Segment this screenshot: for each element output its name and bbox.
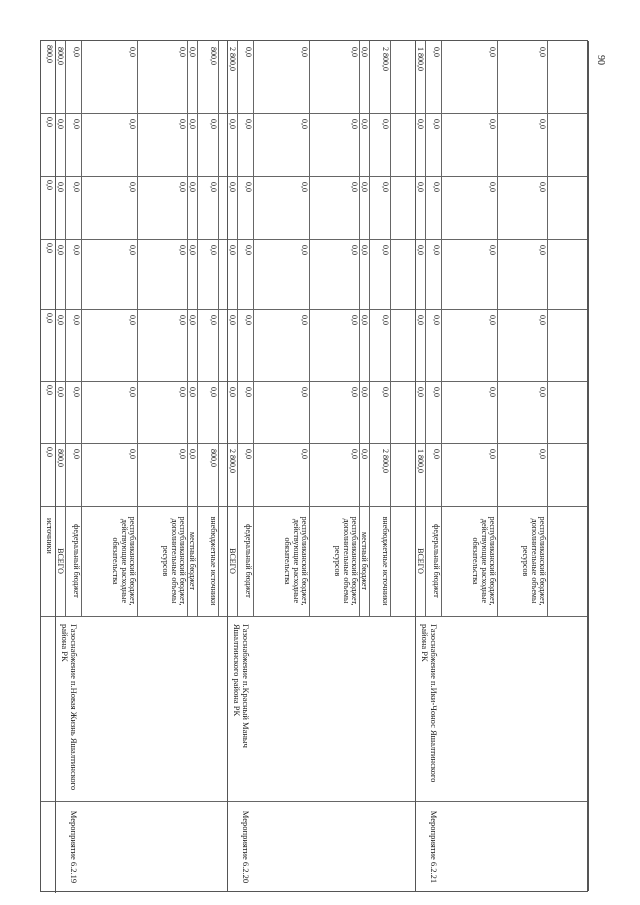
value-cell: 0,0: [300, 245, 309, 255]
value-cell: 0,0: [72, 387, 81, 397]
value-cell: 0,0: [350, 182, 359, 192]
event-title: Газоснабжение п.Красный Маныч Яшалтинского района РК: [232, 624, 251, 748]
event-band: [56, 41, 228, 891]
value-cell: 0,0: [244, 245, 253, 255]
value-cell: 0,0: [488, 119, 497, 129]
measure-label: Мероприятие 6.2.20: [241, 810, 251, 884]
value-cell: 0,0: [360, 119, 369, 129]
strip-value: 0,0: [45, 447, 54, 457]
value-cell: 0,0: [416, 245, 425, 255]
value-cell: 0,0: [209, 387, 218, 397]
continued-strip: [41, 41, 56, 893]
value-cell: 0,0: [128, 387, 137, 397]
value-cell: 0,0: [188, 245, 197, 255]
event-band: [228, 41, 416, 891]
value-cell: 0,0: [209, 245, 218, 255]
value-cell: 0,0: [432, 47, 441, 57]
value-cell: 0,0: [178, 182, 187, 192]
source-label: федеральный бюджет: [432, 524, 441, 598]
value-cell: 0,0: [188, 119, 197, 129]
source-label: ВСЕГО: [56, 548, 65, 574]
row-divider: [425, 41, 426, 616]
value-cell: 0,0: [300, 449, 309, 459]
value-cell: 0,0: [72, 449, 81, 459]
value-cell: 0,0: [300, 387, 309, 397]
row-divider: [390, 41, 391, 616]
value-cell: 0,0: [488, 245, 497, 255]
source-label: ВСЕГО: [416, 548, 425, 574]
value-cell: 0,0: [56, 387, 65, 397]
value-cell: 0,0: [228, 387, 237, 397]
row-divider: [547, 41, 548, 616]
source-label: ВСЕГО: [228, 548, 237, 574]
value-cell: 0,0: [244, 47, 253, 57]
value-cell: 0,0: [360, 315, 369, 325]
value-cell: 0,0: [178, 119, 187, 129]
value-cell: 0,0: [128, 245, 137, 255]
value-cell: 0,0: [188, 47, 197, 57]
value-cell: 0,0: [350, 47, 359, 57]
strip-value: 0,0: [45, 180, 54, 190]
value-cell: 0,0: [56, 245, 65, 255]
value-cell: 0,0: [432, 119, 441, 129]
value-cell: 0,0: [300, 119, 309, 129]
source-label: республиканский бюджет, дополнительные объемы ресурсов: [521, 516, 547, 606]
value-cell: 0,0: [538, 47, 547, 57]
value-cell: 0,0: [432, 387, 441, 397]
value-cell: 0,0: [488, 182, 497, 192]
value-cell: 0,0: [228, 245, 237, 255]
strip-source-label: источники: [45, 518, 54, 554]
value-cell: 0,0: [538, 387, 547, 397]
source-label: внебюджетные источники: [381, 516, 390, 606]
row-divider: [237, 41, 238, 616]
value-cell: 0,0: [209, 182, 218, 192]
source-label: республиканский бюджет, действующие расходные обязательства: [111, 516, 137, 606]
budget-table: [40, 40, 588, 892]
value-cell: 0,0: [56, 182, 65, 192]
source-label: республиканский бюджет, действующие расходные обязательства: [283, 516, 309, 606]
value-cell: 0,0: [178, 387, 187, 397]
event-title: Газоснабжение п.Новая Жизнь Яшалтинского района РК: [60, 624, 79, 791]
value-cell: 0,0: [128, 119, 137, 129]
value-cell: 0,0: [72, 182, 81, 192]
value-cell: 0,0: [416, 315, 425, 325]
event-band: [416, 41, 589, 891]
value-cell: 0,0: [360, 387, 369, 397]
strip-value: 0,0: [45, 313, 54, 323]
value-cell: 0,0: [360, 449, 369, 459]
value-cell: 0,0: [244, 182, 253, 192]
value-cell: 0,0: [209, 315, 218, 325]
value-cell: 0,0: [381, 245, 390, 255]
value-cell: 800,0: [56, 47, 65, 65]
value-cell: 0,0: [488, 449, 497, 459]
row-divider: [309, 41, 310, 616]
value-cell: 0,0: [178, 47, 187, 57]
strip-value: 0,0: [45, 385, 54, 395]
value-cell: 2 800,0: [228, 47, 237, 71]
value-cell: 0,0: [178, 245, 187, 255]
value-cell: 0,0: [178, 315, 187, 325]
value-cell: 2 800,0: [381, 47, 390, 71]
value-cell: 0,0: [538, 245, 547, 255]
value-cell: 0,0: [360, 245, 369, 255]
source-label: республиканский бюджет, действующие расходные обязательства: [471, 516, 497, 606]
value-cell: 0,0: [538, 449, 547, 459]
value-cell: 0,0: [300, 182, 309, 192]
value-cell: 0,0: [381, 315, 390, 325]
value-cell: 0,0: [488, 47, 497, 57]
value-cell: 0,0: [360, 182, 369, 192]
source-label: внебюджетные источники: [209, 516, 218, 606]
value-cell: 0,0: [56, 119, 65, 129]
source-label: республиканский бюджет, дополнительные объемы ресурсов: [161, 516, 187, 606]
value-cell: 0,0: [128, 182, 137, 192]
value-cell: 0,0: [128, 47, 137, 57]
value-cell: 0,0: [350, 245, 359, 255]
row-divider: [253, 41, 254, 616]
value-cell: 0,0: [538, 182, 547, 192]
value-cell: 2 800,0: [381, 449, 390, 473]
strip-value: 800,0: [45, 45, 54, 63]
value-cell: 0,0: [432, 245, 441, 255]
value-cell: 0,0: [381, 119, 390, 129]
value-cell: 0,0: [416, 119, 425, 129]
value-cell: 0,0: [300, 47, 309, 57]
value-cell: 0,0: [128, 449, 137, 459]
strip-value: 0,0: [45, 243, 54, 253]
row-divider: [137, 41, 138, 616]
value-cell: 0,0: [244, 119, 253, 129]
value-cell: 0,0: [228, 119, 237, 129]
value-cell: 0,0: [350, 449, 359, 459]
value-cell: 0,0: [244, 449, 253, 459]
value-cell: 0,0: [244, 387, 253, 397]
row-divider: [65, 41, 66, 616]
value-cell: 0,0: [72, 119, 81, 129]
value-cell: 0,0: [488, 315, 497, 325]
value-cell: 0,0: [228, 315, 237, 325]
value-cell: 0,0: [538, 315, 547, 325]
event-title: Газоснабжение п.Ики-Чонос Яшалтинского района РК: [420, 624, 439, 783]
value-cell: 2 800,0: [228, 449, 237, 473]
value-cell: 0,0: [72, 47, 81, 57]
value-cell: 0,0: [416, 387, 425, 397]
value-cell: 0,0: [432, 182, 441, 192]
value-cell: 800,0: [56, 449, 65, 467]
value-cell: 0,0: [416, 182, 425, 192]
page-number: 90: [595, 55, 606, 65]
value-cell: 1 800,0: [416, 47, 425, 71]
source-label: федеральный бюджет: [72, 524, 81, 598]
value-cell: 0,0: [538, 119, 547, 129]
source-label: местный бюджет: [360, 532, 369, 590]
measure-label: Мероприятие 6.2.19: [69, 810, 79, 884]
measure-label: Мероприятие 6.2.21: [429, 810, 439, 884]
value-cell: 0,0: [188, 182, 197, 192]
value-cell: 0,0: [228, 182, 237, 192]
value-cell: 0,0: [72, 315, 81, 325]
value-cell: 0,0: [381, 182, 390, 192]
value-cell: 0,0: [432, 315, 441, 325]
value-cell: 0,0: [56, 315, 65, 325]
value-cell: 0,0: [488, 387, 497, 397]
value-cell: 0,0: [432, 449, 441, 459]
value-cell: 0,0: [350, 119, 359, 129]
row-divider: [497, 41, 498, 616]
source-label: республиканский бюджет, дополнительные объемы ресурсов: [333, 516, 359, 606]
value-cell: 0,0: [178, 449, 187, 459]
value-cell: 0,0: [188, 315, 197, 325]
row-divider: [218, 41, 219, 616]
value-cell: 0,0: [128, 315, 137, 325]
value-cell: 0,0: [188, 449, 197, 459]
value-cell: 0,0: [72, 245, 81, 255]
value-cell: 0,0: [350, 387, 359, 397]
row-divider: [197, 41, 198, 616]
value-cell: 0,0: [350, 315, 359, 325]
source-label: федеральный бюджет: [244, 524, 253, 598]
source-label: местный бюджет: [188, 532, 197, 590]
value-cell: 0,0: [360, 47, 369, 57]
strip-value: 0,0: [45, 117, 54, 127]
row-divider: [369, 41, 370, 616]
value-cell: 0,0: [209, 119, 218, 129]
value-cell: 0,0: [244, 315, 253, 325]
row-divider: [441, 41, 442, 616]
value-cell: 0,0: [300, 315, 309, 325]
value-cell: 0,0: [188, 387, 197, 397]
row-divider: [81, 41, 82, 616]
value-cell: 0,0: [381, 387, 390, 397]
value-cell: 1 800,0: [416, 449, 425, 473]
value-cell: 800,0: [209, 449, 218, 467]
value-cell: 800,0: [209, 47, 218, 65]
